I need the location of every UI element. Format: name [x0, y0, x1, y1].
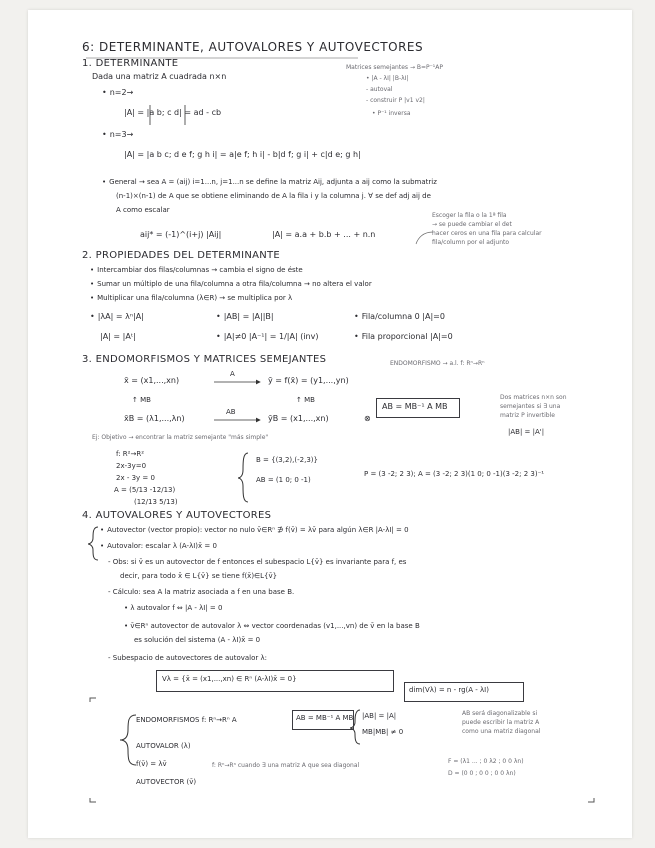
notes-page	[28, 10, 632, 838]
section-autovalores-heading: 4. AUTOVALORES Y AUTOVECTORES	[82, 510, 272, 521]
summary-autovalor: AUTOVALOR (λ)	[136, 742, 191, 750]
example-a-matrix-1: A = (5/13 -12/13)	[114, 486, 176, 494]
y-vector: ȳ = f(x̄) = (y1,...,yn)	[268, 376, 349, 385]
summary-cond-2: MB|MB| ≠ 0	[362, 728, 404, 736]
summary-fv: f(v̄) = λv̄	[136, 760, 167, 768]
n2-formula: |A| = |a b; c d| = ad - cb	[124, 108, 222, 117]
endo-boxed-formula: AB = MB⁻¹ A MB	[382, 402, 448, 411]
summary-d-matrix: D = (0 0 ; 0 0 ; 0 0 λn)	[448, 770, 516, 777]
general-line-1: • General → sea A = (aij) i=1...n, j=1...n se define la matriz Aij, adjunta a aij como la submatriz	[102, 178, 437, 186]
summary-fv-desc: f: Rⁿ→Rⁿ cuando ∃ una matriz A que sea diagonal	[212, 762, 360, 769]
example-b-set: B = {(3,2),(-2,3)}	[256, 456, 318, 464]
example-eq-2: 2x - 3y = 0	[116, 474, 155, 482]
prop-2: • Sumar un múltiplo de una fila/columna a otra fila/columna → no altera el valor	[90, 280, 372, 288]
det-formula: |A| = a.a + b.b + ... + n.n	[272, 230, 376, 239]
top-right-line2: • |A - λI| |B-λI|	[366, 75, 409, 82]
example-a-matrix-2: (12/13 5/13)	[134, 498, 178, 506]
prop-9: • Fila proporcional |A|=0	[354, 332, 453, 341]
yb-vector: ȳB = (x1,...,xn)	[268, 414, 329, 423]
general-line-2: (n-1)×(n-1) de A que se obtiene eliminando de A la fila i y la columna j. ∀ se def adj aij de	[116, 192, 431, 200]
summary-endo: ENDOMORFISMOS f: Rⁿ→Rⁿ A	[136, 716, 237, 724]
side-note-curve	[416, 232, 433, 244]
calculo-line: - Cálculo: sea A la matriz asociada a f en una base B.	[108, 588, 295, 596]
summary-corner-br	[588, 798, 594, 802]
arrow-a-label: A	[230, 370, 235, 378]
example-objective: Ej: Objetivo → encontrar la matriz semejante "más simple"	[92, 434, 269, 441]
prop-6: • Fila/columna 0 |A|=0	[354, 312, 445, 321]
subespacio-line: - Subespacio de autovectores de autovalor λ:	[108, 654, 268, 662]
summary-boxed-formula: AB = MB⁻¹ A MB	[296, 714, 354, 722]
summary-corner-tl	[90, 698, 96, 702]
summary-autovector: AUTOVECTOR (v̄)	[136, 778, 197, 786]
endo-side: ENDOMORFISMO → a.l. f: Rⁿ→Rⁿ	[390, 360, 485, 367]
example-ab-matrix: AB = (1 0; 0 -1)	[256, 476, 311, 484]
top-right-line1: Matrices semejantes → B=P⁻¹AP	[346, 64, 443, 71]
endo-brace	[120, 715, 136, 765]
summary-note-2: puede escribir la matriz A	[462, 719, 540, 726]
x-vector: x̄ = (x1,...,xn)	[124, 376, 180, 385]
summary-f-matrix: F = (λ1 ... ; 0 λ2 ; 0 0 λn)	[448, 758, 524, 765]
top-right-line4: - construir P |v1 v2|	[366, 97, 425, 104]
n3-formula: |A| = |a b c; d e f; g h i| = a|e f; h i| - b|d f; g i| + c|d e; g h|	[124, 150, 361, 159]
section-propiedades-heading: 2. PROPIEDADES DEL DETERMINANTE	[82, 250, 281, 261]
example-f-def: f: R²→R²	[116, 450, 145, 458]
n3-label: • n=3→	[102, 130, 133, 139]
example-p-matrix: P = (3 -2; 2 3); A = (3 -2; 2 3)(1 0; 0 -1)(3 -2; 2 3)⁻¹	[364, 470, 545, 478]
endo-circle-mark: ⊗	[364, 414, 371, 423]
semejantes-note-2: semejantes si ∃ una	[500, 403, 561, 410]
autoval-brace	[88, 527, 98, 560]
autovector-def: • Autovector (vector propio): vector no nulo v̄∈Rⁿ ∌ f(v̄) = λv̄ para algún λ∈R |A-λI| = 0	[100, 526, 409, 534]
summary-cond-1: |AB| = |A|	[362, 712, 397, 720]
n2-label: • n=2→	[102, 88, 133, 97]
section-endomorfismos-heading: 3. ENDOMORFISMOS Y MATRICES SEMEJANTES	[82, 354, 327, 365]
adj-formula: aij* = (-1)^(i+j) |Aij|	[140, 230, 222, 239]
example-brace	[238, 453, 248, 502]
top-right-line5: • P⁻¹ inversa	[372, 110, 411, 117]
arrow-ab-label: AB	[226, 408, 236, 416]
example-eq-1: 2x-3y=0	[116, 462, 147, 470]
prop-1: • Intercambiar dos filas/columnas → cambia el signo de éste	[90, 266, 303, 274]
obs-line-1: - Obs: si v̄ es un autovector de f entonces el subespacio L{v̄} es invariante para f, es	[108, 558, 407, 566]
top-right-line3: - autoval	[366, 86, 393, 93]
side-note-2: → se puede cambiar el det	[432, 221, 512, 228]
side-note-3: hacer ceros en una fila para calcular	[432, 230, 542, 237]
dim-formula: dim(Vλ) = n - rg(A - λI)	[409, 686, 489, 694]
semejantes-note-4: |AB| = |A'|	[508, 428, 545, 436]
prop-4: • |λA| = λⁿ|A|	[90, 312, 144, 321]
mb-right: ↑ MB	[296, 396, 315, 404]
summary-corner-bl	[90, 798, 96, 802]
summary-note-1: AB será diagonalizable si	[462, 710, 538, 717]
xb-vector: x̄B = (λ1,...,λn)	[124, 414, 185, 423]
semejantes-note-1: Dos matrices n×n son	[500, 394, 567, 401]
summary-note-3: como una matriz diagonal	[462, 728, 541, 735]
section-determinante-heading: 1. DETERMINANTE	[82, 58, 179, 69]
mb-left: ↑ MB	[132, 396, 151, 404]
prop-3: • Multiplicar una fila/columna (λ∈R) → se multiplica por λ	[90, 294, 292, 302]
semejantes-note-3: matriz P invertible	[500, 412, 555, 419]
determinante-intro: Dada una matriz A cuadrada n×n	[92, 72, 227, 81]
autovalor-def: • Autovalor: escalar λ (A-λI)x̄ = 0	[100, 542, 217, 550]
general-line-3: A como escalar	[116, 206, 170, 214]
calculo-bullet-2: • v̄∈Rⁿ autovector de autovalor λ ⇔ vector coordenadas (v1,...,vn) de v̄ en la base B	[124, 622, 420, 630]
obs-line-2: decir, para todo x̄ ∈ L{v̄} se tiene f(x̄)∈L{v̄}	[120, 572, 278, 580]
side-note-4: fila/column por el adjunto	[432, 239, 510, 246]
calculo-bullet-3: es solución del sistema (A - λI)x̄ = 0	[134, 636, 261, 644]
vlambda-formula: Vλ = {x̄ = (x1,...,xn) ∈ Rⁿ (A-λI)x̄ = 0}	[162, 675, 297, 683]
side-note-1: Escoger la fila o la 1ª fila	[432, 212, 507, 219]
calculo-bullet-1: • λ autovalor f ⇔ |A - λI| = 0	[124, 604, 223, 612]
prop-5: • |AB| = |A||B|	[216, 312, 274, 321]
prop-8: • |A|≠0 |A⁻¹| = 1/|A| (inv)	[216, 332, 318, 341]
prop-7: |A| = |Aᵗ|	[100, 332, 136, 341]
page-title: 6: DETERMINANTE, AUTOVALORES Y AUTOVECTORES	[82, 40, 424, 54]
